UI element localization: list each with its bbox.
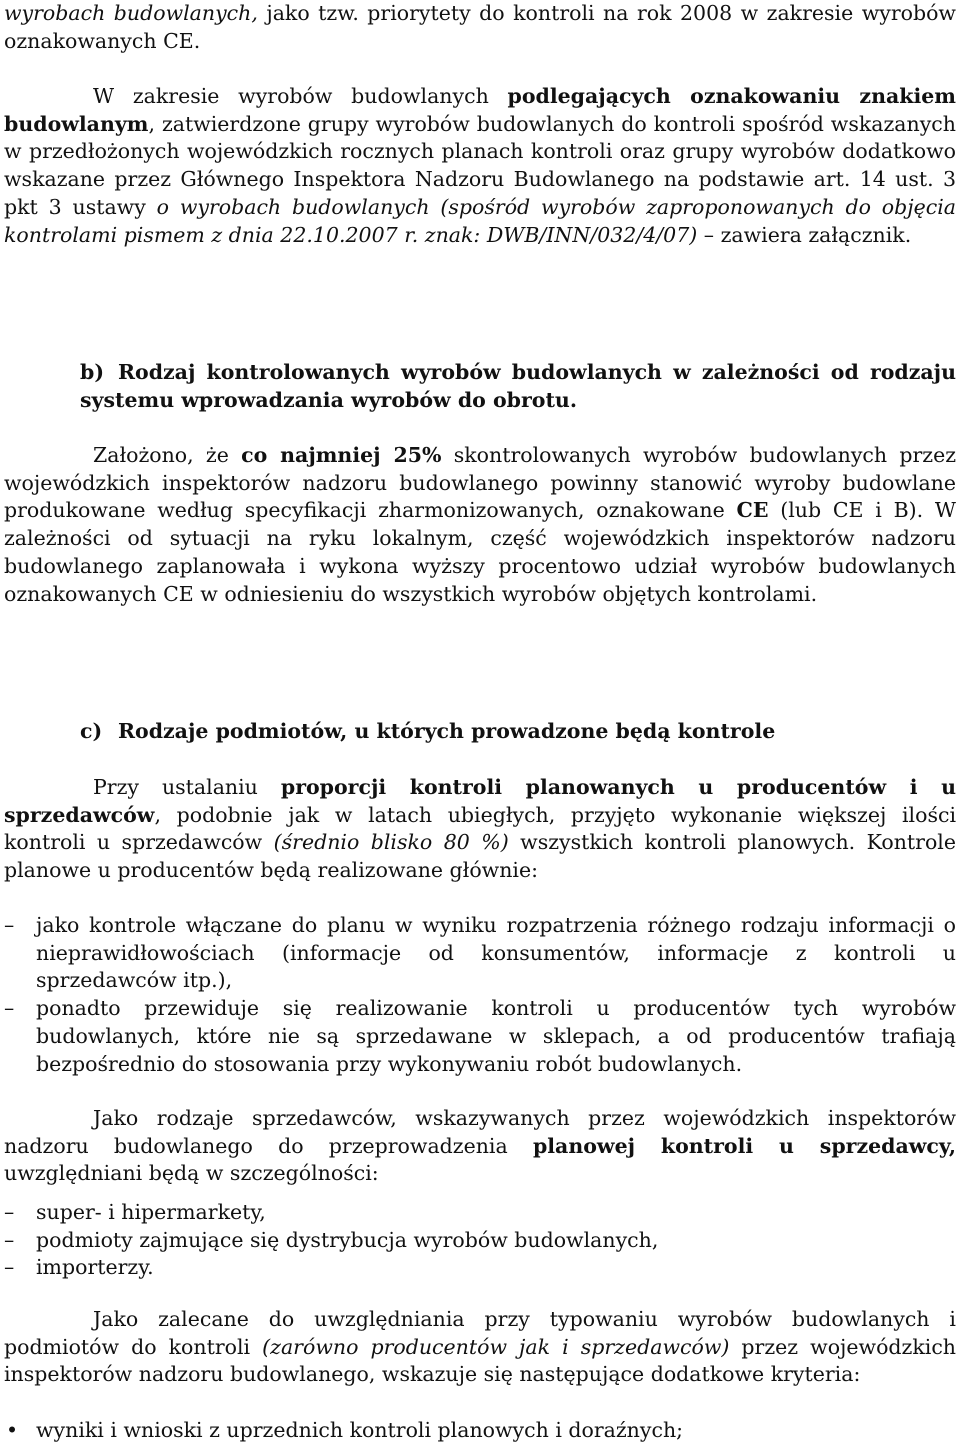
bold-fragment: proporcji kontroli planowanych u producentów i u sprzedawców: [4, 775, 957, 827]
text-fragment: Przy ustalaniu: [93, 775, 281, 799]
italic-fragment: o wyrobach budowlanych (spośród wyrobów zaproponowanych do objęcia kontrolami pismem z dnia 22.10.2007 r. znak: DWB/INN/032/4/07): [4, 194, 956, 247]
italic-fragment: wyrobach budowlanych,: [4, 1, 258, 25]
list-item: [4, 1417, 956, 1445]
text-fragment: – zawiera załącznik.: [697, 222, 912, 247]
list-item-text: ponadto przewiduje się realizowanie kontroli u producentów tych wyrobów budowlanych, które nie są sprzedawane w sklepach, a od producentów trafiają bezpośrednio do stosowania przy wykonywaniu robót budowlanych.: [36, 996, 956, 1076]
text-fragment: skontrolowanych wyrobów budowlanych przez wojewódzkich inspektorów nadzoru budowlanego powinny stanowić wyroby budowlane produkowane według specyfikacji zharmonizowanych, oznakowane: [4, 443, 957, 523]
dash-marker: –: [4, 996, 15, 1021]
text-fragment: przez wojewódzkich inspektorów nadzoru budowlanego, wskazuje się następujące dodatkowe kryteria:: [4, 1334, 956, 1387]
criteria-list: [4, 1417, 956, 1445]
paragraph-ce-groups: [4, 83, 956, 249]
bold-fragment: podlegających oznakowaniu znakiem budowlanym: [4, 84, 956, 136]
heading-marker: c): [80, 719, 103, 743]
list-item: [4, 912, 956, 995]
italic-fragment: (średnio blisko 80 %): [273, 830, 509, 855]
dash-marker: –: [4, 1200, 15, 1224]
paragraph-criteria: [4, 1306, 956, 1389]
text-fragment: , zatwierdzone grupy wyrobów budowlanych do kontroli spośród wskazanych w przedłożonych wojewódzkich rocznych planach kontroli oraz grupy wyrobów dodatkowo wskazane przez Głównego Inspektora Nadzoru Budowlanego na podstawie art. 14 ust. 3 pkt 3 ustawy: [4, 111, 956, 219]
text-fragment: , podobnie jak w latach ubiegłych, przyjęto wykonanie większej ilości kontroli u sprzedawców: [4, 802, 956, 855]
dash-marker: –: [4, 1255, 15, 1280]
text-fragment: jako tzw. priorytety do kontroli na rok 2008 w zakresie wyrobów oznakowanych CE.: [4, 1, 956, 53]
list-item: [4, 995, 956, 1078]
text-fragment: Założono, że: [93, 443, 242, 467]
producer-control-list: [4, 912, 956, 1078]
seller-types-list: [4, 1199, 956, 1282]
dash-marker: –: [4, 913, 15, 937]
paragraph-ce-share: [4, 442, 956, 608]
text-fragment: Jako zalecane do uwzględniania przy typowaniu wyrobów budowlanych i podmiotów do kontroli: [4, 1307, 956, 1359]
heading-text: Rodzaj kontrolowanych wyrobów budowlanych w zależności od rodzaju systemu wprowadzania wyrobów do obrotu.: [80, 360, 956, 412]
heading-text: Rodzaje podmiotów, u których prowadzone będą kontrole: [118, 719, 776, 743]
bold-fragment: CE: [736, 498, 769, 523]
bold-fragment: planowej kontroli u sprzedawcy,: [532, 1133, 956, 1158]
list-item: [4, 1227, 956, 1255]
list-item-text: wyniki i wnioski z uprzednich kontroli planowych i doraźnych;: [36, 1418, 684, 1442]
heading-marker: b): [80, 360, 105, 384]
dash-marker: –: [4, 1227, 15, 1252]
paragraph-seller-types: [4, 1105, 956, 1188]
list-item: [4, 1199, 956, 1227]
text-fragment: Jako rodzaje sprzedawców, wskazywanych przez wojewódzkich inspektorów nadzoru budowlanego do przeprowadzenia: [4, 1106, 956, 1158]
list-item-text: jako kontrole włączane do planu w wyniku rozpatrzenia różnego rodzaju informacji o nieprawidłowościach (informacje od konsumentów, informacje z kontroli u sprzedawców itp.),: [36, 913, 956, 993]
list-item-text: super- i hipermarkety,: [36, 1200, 266, 1224]
paragraph-proportions: [4, 774, 956, 885]
bold-fragment: co najmniej 25%: [241, 443, 442, 467]
bullet-marker: •: [6, 1418, 19, 1442]
list-item-text: importerzy.: [36, 1255, 154, 1280]
paragraph-intro-continuation: [4, 0, 956, 55]
italic-fragment: (zarówno producentów jak i sprzedawców): [262, 1334, 730, 1359]
text-fragment: uwzględniani będą w szczególności:: [4, 1161, 379, 1186]
text-fragment: (lub CE i B). W zależności od sytuacji na ryku lokalnym, część wojewódzkich inspektorów nadzoru budowlanego zaplanowała i wykona wyższy procentowo udział wyrobów budowlanych oznakowanych CE w odniesieniu do wszystkich wyrobów objętych kontrolami.: [4, 498, 956, 606]
document-page: [4, 0, 956, 1448]
text-fragment: wszystkich kontroli planowych. Kontrole planowe u producentów będą realizowane głównie:: [4, 830, 956, 883]
list-item: [4, 1254, 956, 1282]
list-item-text: podmioty zajmujące się dystrybucja wyrobów budowlanych,: [36, 1227, 659, 1252]
section-heading-b: [80, 359, 956, 414]
section-heading-c: [80, 718, 956, 746]
text-fragment: W zakresie wyrobów budowlanych: [93, 84, 508, 108]
